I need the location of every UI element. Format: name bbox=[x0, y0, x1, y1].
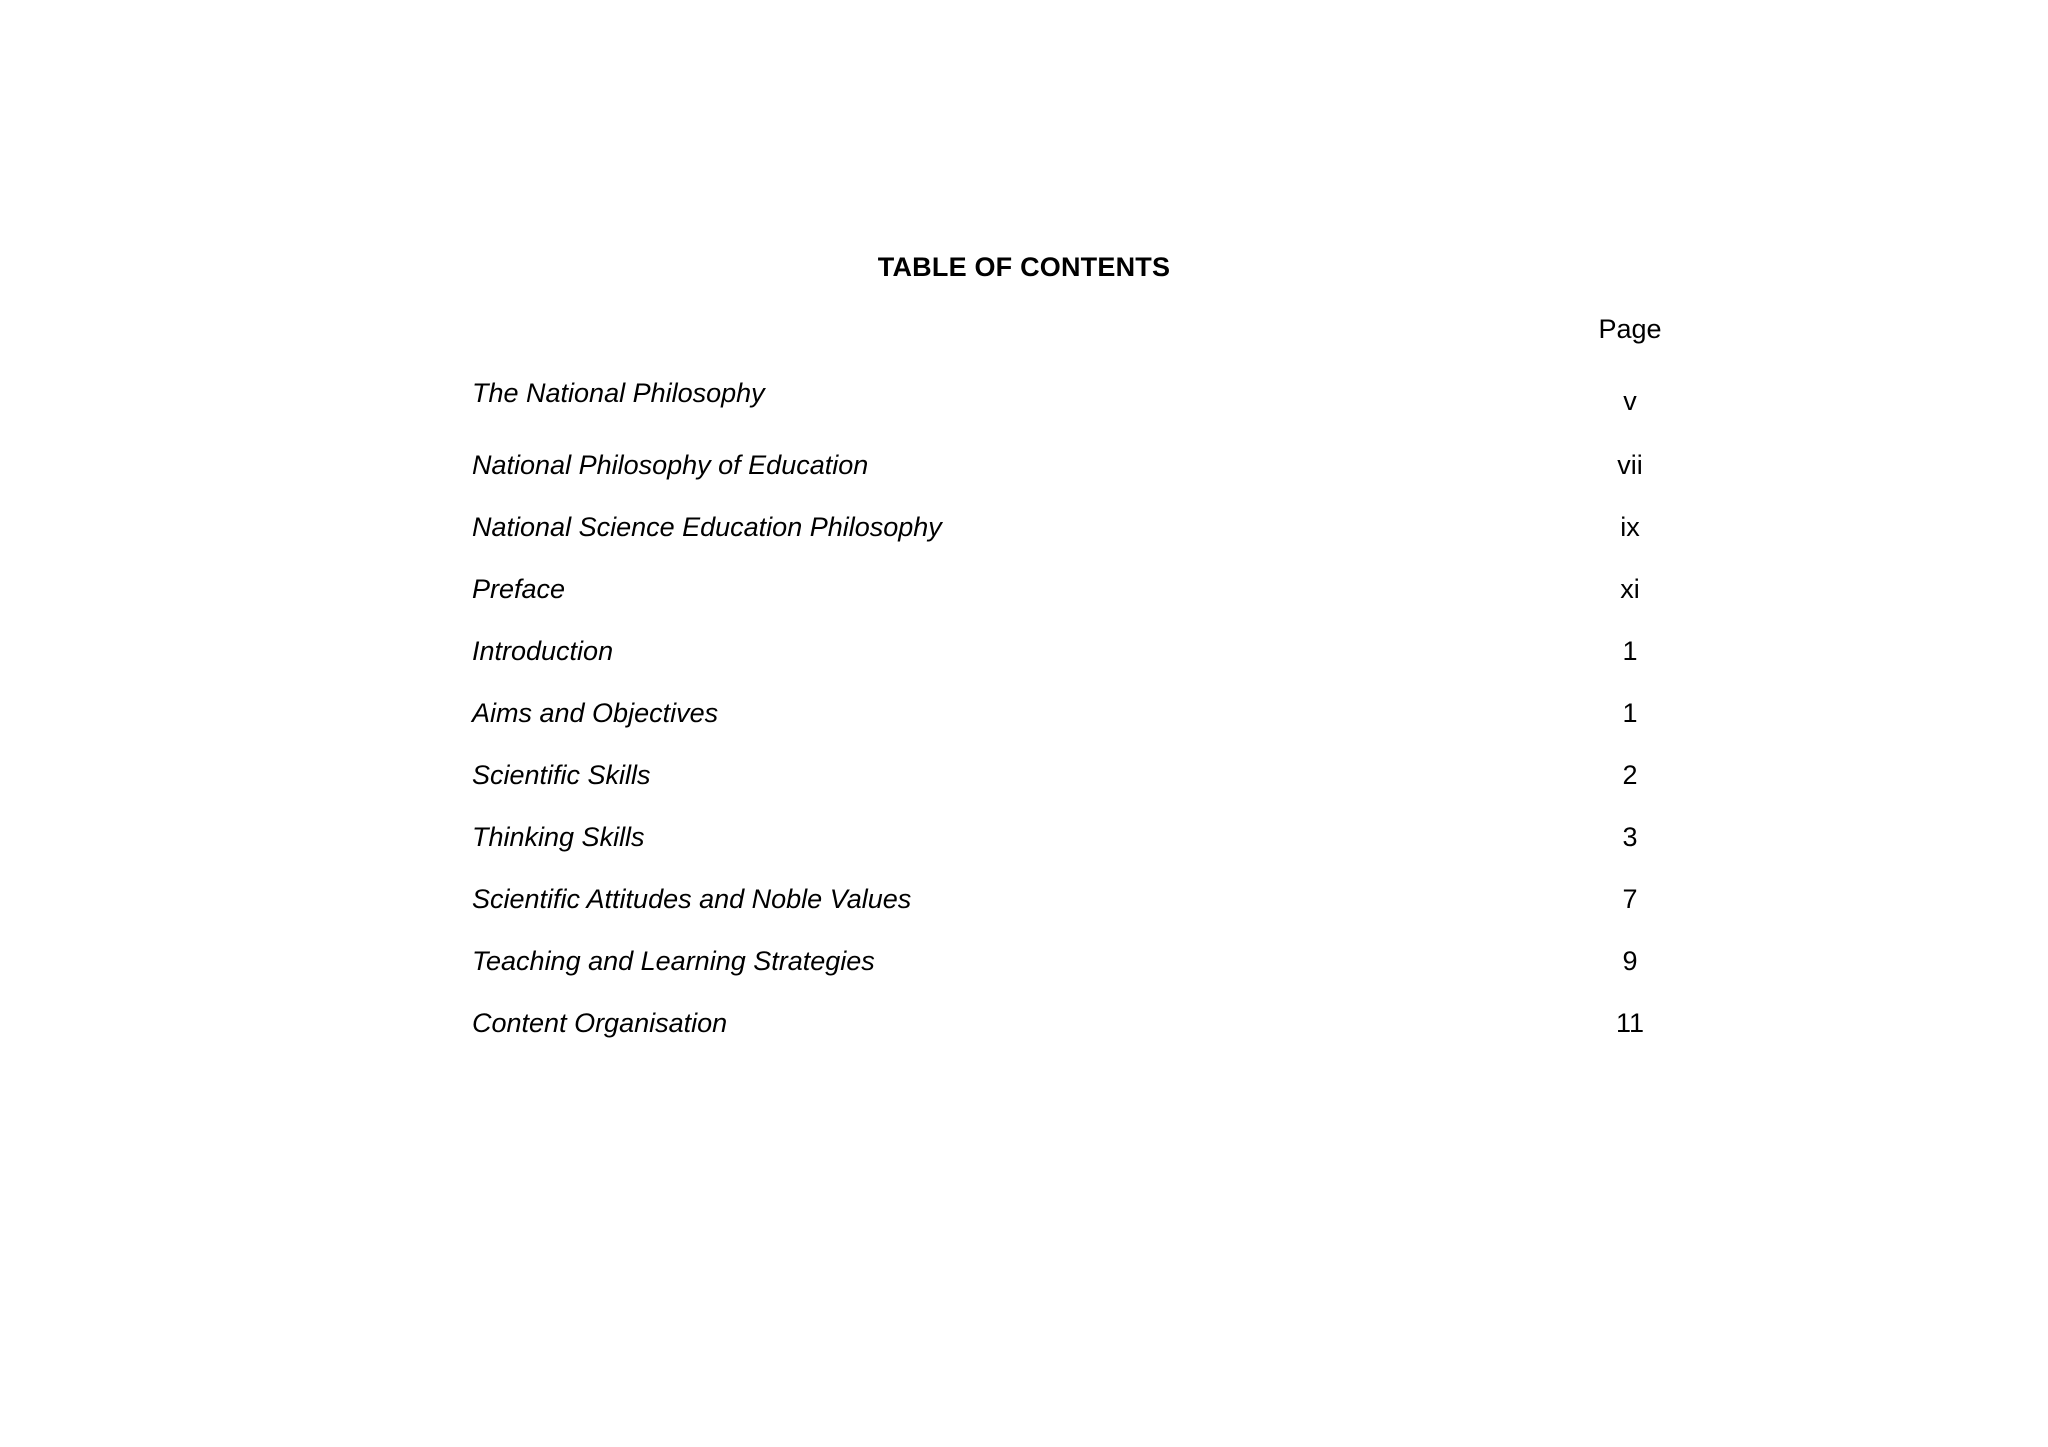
toc-entry-page: 9 bbox=[1622, 946, 1638, 976]
toc-entry-label: Scientific Attitudes and Noble Values bbox=[472, 884, 912, 914]
toc-entry-label: Content Organisation bbox=[472, 1008, 728, 1038]
toc-row bbox=[0, 378, 2048, 418]
toc-row bbox=[0, 450, 2048, 490]
toc-entry-page: 11 bbox=[1615, 1008, 1645, 1038]
toc-entry-label: The National Philosophy bbox=[472, 378, 765, 408]
toc-row bbox=[0, 946, 2048, 986]
toc-entry-label: Preface bbox=[472, 574, 566, 604]
page-column-header: Page bbox=[1598, 314, 1662, 344]
toc-entry-label: Teaching and Learning Strategies bbox=[472, 946, 875, 976]
toc-row bbox=[0, 884, 2048, 924]
toc-entry-label: Aims and Objectives bbox=[472, 698, 719, 728]
toc-row bbox=[0, 1008, 2048, 1048]
toc-entry-page: 1 bbox=[1622, 698, 1638, 728]
toc-entry-label: Thinking Skills bbox=[472, 822, 645, 852]
toc-row bbox=[0, 698, 2048, 738]
toc-row bbox=[0, 760, 2048, 800]
toc-entry-label: Scientific Skills bbox=[472, 760, 651, 790]
toc-entry-label: National Science Education Philosophy bbox=[472, 512, 942, 542]
toc-entry-page: vii bbox=[1617, 450, 1643, 480]
toc-entry-label: National Philosophy of Education bbox=[472, 450, 869, 480]
toc-entry-page: v bbox=[1623, 386, 1637, 416]
toc-row bbox=[0, 512, 2048, 552]
toc-entry-page: ix bbox=[1620, 512, 1640, 542]
toc-row bbox=[0, 574, 2048, 614]
toc-entry-page: xi bbox=[1620, 574, 1640, 604]
toc-entry-label: Introduction bbox=[472, 636, 614, 666]
toc-entry-page: 2 bbox=[1622, 760, 1638, 790]
toc-entry-page: 7 bbox=[1622, 884, 1638, 914]
toc-entry-page: 1 bbox=[1622, 636, 1638, 666]
toc-title: TABLE OF CONTENTS bbox=[877, 252, 1171, 282]
toc-entry-page: 3 bbox=[1622, 822, 1638, 852]
toc-row bbox=[0, 822, 2048, 862]
toc-row bbox=[0, 636, 2048, 676]
